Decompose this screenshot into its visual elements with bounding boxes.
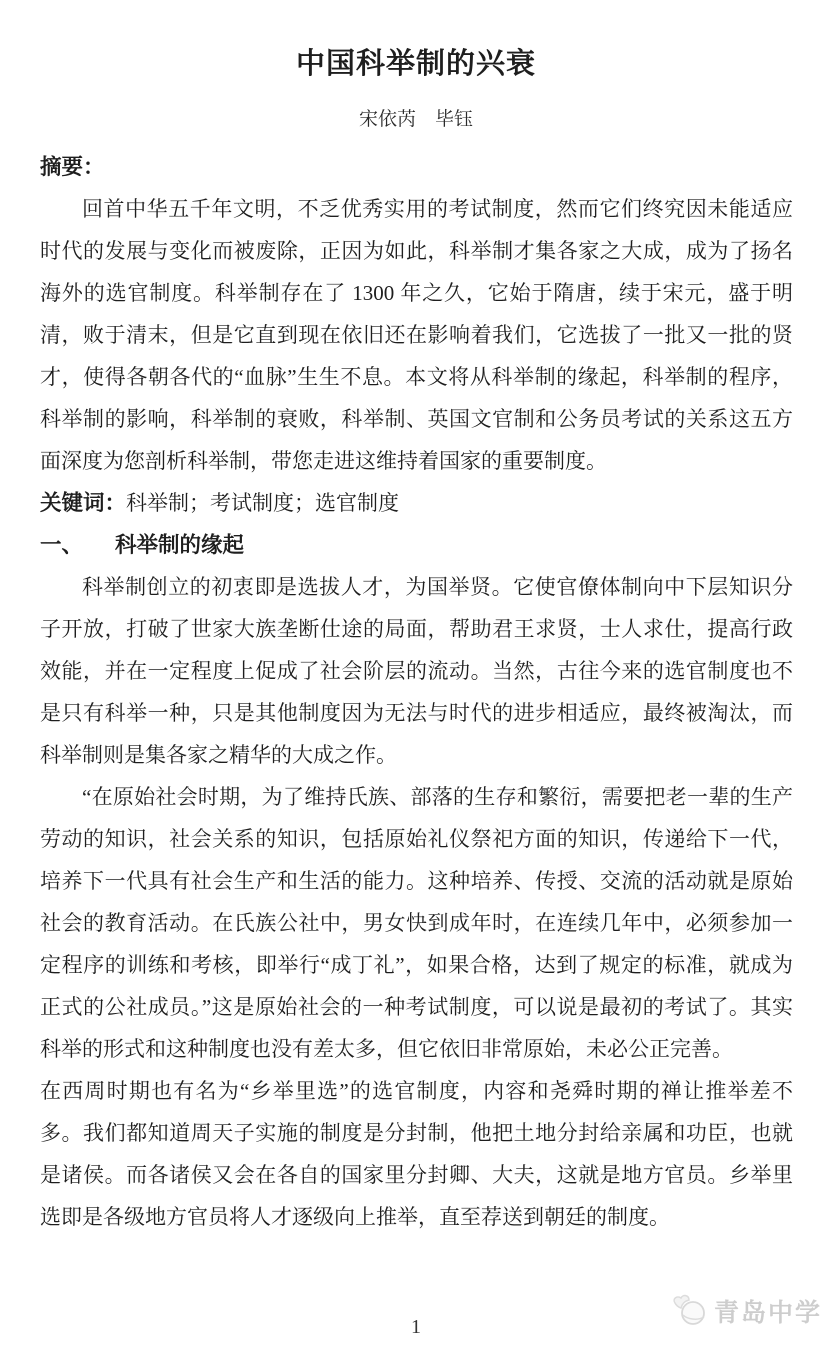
watermark	[669, 1293, 822, 1329]
page-title: 中国科举制的兴衰	[295, 48, 536, 80]
keywords-text: 科举制；考试制度；选官制度	[126, 491, 400, 515]
abstract-paragraph: 回首中华五千年文明，不乏优秀实用的考试制度，然而它们终究因未能适应时代的发展与变化而被废除，正因为如此，科举制才集各家之大成，成为了扬名海外的选官制度。科举制存在了 1300 年之久，它始于隋唐，续于宋元，盛于明清，败于清末，但是它直到现在依旧还在影响着我们，它选拔了一批又一批的贤才，使得各朝各代的“血脉”生生不息。本文将从科举制的缘起，科举制的程序，科举制的影响，科举制的衰败，科举制、英国文官制和公务员考试的关系这五方面深度为您剖析科举制，带您走进这维持着国家的重要制度。	[40, 197, 793, 473]
section-heading-1	[40, 524, 793, 566]
authors-line: 宋依芮 毕钰	[358, 109, 473, 130]
body-paragraph: 科举制创立的初衷即是选拔人才，为国举贤。它使官僚体制向中下层知识分子开放，打破了世家大族垄断仕途的局面，帮助君王求贤，士人求仕，提高行政效能，并在一定程度上促成了社会阶层的流动。当然，古往今来的选官制度也不是只有科举一种，只是其他制度因为无法与时代的进步相适应，最终被淘汰，而科举制则是集各家之精华的大成之作。	[40, 575, 793, 767]
body-paragraph: “在原始社会时期，为了维持氏族、部落的生存和繁衍，需要把老一辈的生产劳动的知识，社会关系的知识，包括原始礼仪祭祀方面的知识，传递给下一代，培养下一代具有社会生产和生活的能力。这种培养、传授、交流的活动就是原始社会的教育活动。在氏族公社中，男女快到成年时，在连续几年中，必须参加一定程序的训练和考核，即举行“成丁礼”，如果合格，达到了规定的标准，就成为正式的公社成员。”这是原始社会的一种考试制度，可以说是最初的考试了。其实科举的形式和这种制度也没有差太多，但它依旧非常原始，未必公正完善。	[40, 785, 793, 1061]
keywords-line	[40, 482, 793, 524]
watermark-text: 青岛中学	[713, 1299, 822, 1327]
section-title: 科举制的缘起	[115, 533, 245, 557]
abstract-label: 摘要：	[40, 155, 105, 179]
document-body	[40, 146, 793, 1238]
keywords-label: 关键词：	[40, 491, 127, 515]
school-logo-icon	[669, 1293, 709, 1329]
section-number: 一、	[40, 533, 84, 557]
body-paragraph: 在西周时期也有名为“乡举里选”的选官制度，内容和尧舜时期的禅让推举差不多。我们都知道周天子实施的制度是分封制，他把土地分封给亲属和功臣，也就是诸侯。而各诸侯又会在各自的国家里分封卿、大夫，这就是地方官员。乡举里选即是各级地方官员将人才逐级向上推举，直至荐送到朝廷的制度。	[40, 1079, 793, 1229]
page-number: 1	[411, 1316, 421, 1338]
